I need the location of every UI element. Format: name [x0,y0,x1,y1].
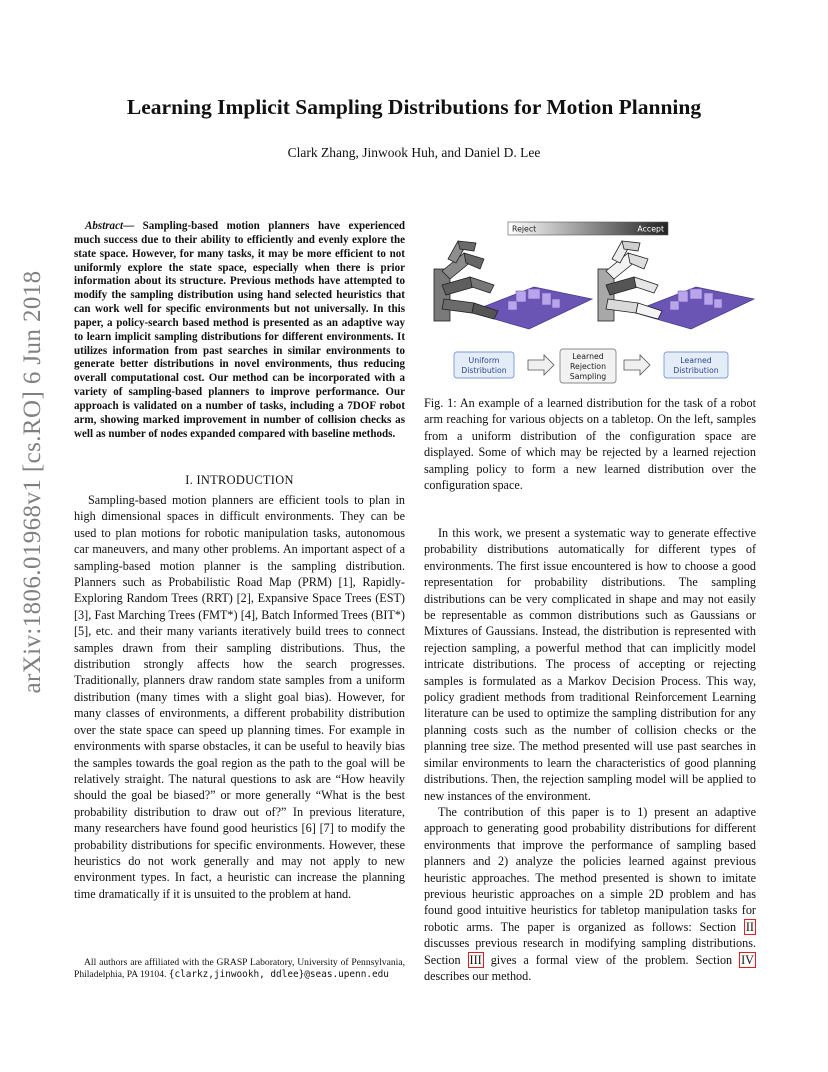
footnote-text: All authors are affiliated with the GRASP Laboratory, University of Pennsylvania, Philadelphia, PA 19104. [74,957,405,981]
abstract-paragraph [74,220,405,442]
footnote-emails: {clarkz,jinwookh, ddlee}@seas.upenn.edu [168,969,389,981]
introduction-paragraph: Sampling-based motion planners are efficient tools to plan in high dimensional spaces in difficult environments. They can be used to plan motions for robotic manipulation tasks, autonomous car maneuvers, and many other problems. An important aspect of a sampling-based motion planner is the sampling distribution. Planners such as Probabilistic Road Map (PRM) [1], Rapidly-Exploring Random Trees (RRT) [2], Expansive Space Trees (EST) [3], Fast Marching Trees (FMT*) [4], Batch Informed Trees (BIT*) [5], etc. and their many variants iteratively build trees to connect samples drawn from their sampling distributions. Thus, the distribution strongly affects how the search progresses. Traditionally, planners draw random state samples from a uniform distribution (many times with a slight goal bias). However, for many classes of environments, a different probability distribution over the state space can speed up planning times. For example in environments with sparse obstacles, it can be useful to heavily bias the samples towards the goal region as the path to the goal will be relatively straight. The natural questions to ask are “How heavily should the goal be biased?” or more generally “What is the best probability distribution to draw out of?” In previous literature, many researchers have found good heuristics [6] [7] to modify the probability distributions for specific environments. However, these heuristics do not work generally and may not apply to new environment types. In fact, a heuristic can increase the planning time dramatically if it is unsuited to the problem at hand. [74,493,405,901]
learned-box-line2: Distribution [673,366,719,375]
footnote-paragraph [74,957,405,982]
right-robot-arms [598,241,662,321]
arrow-right-icon [624,355,650,375]
right-column-body [424,525,756,984]
author-footnote [74,957,405,982]
contribution-text-a: The contribution of this paper is to 1) present an adaptive approach to generating good probability distributions for different environments that improve the performance of sampling based planners and 2) analyze the policies learned against previous heuristic approaches. The method presented is shown to imitate previous heuristic approaches on a simple 2D problem and has found good intuitive heuristics for tabletop manipulation tasks for robotic arms. The paper is organized as follows: Section [424,804,756,934]
section-heading-introduction: I. INTRODUCTION [185,473,294,487]
uniform-box-line1: Uniform [468,356,500,365]
section-ref-iii-link[interactable]: III [469,952,482,967]
arxiv-stamp-text: arXiv:1806.01968v1 [cs.RO] 6 Jun 2018 [19,270,46,694]
abstract-separator: — [123,220,143,232]
abstract-text: Sampling-based motion planners have experienced much success due to their ability to efficiently and evenly explore the state space. However, for many tasks, it may be more efficient to not uniformly explore the state space, especially when there is prior information about its structure. Previous methods have attempted to modify the sampling distribution using hand selected heuristics that can work well for specific environments but not universally. In this paper, a policy-search based method is presented as an adaptive way to learn implicit sampling distributions for different environments. It utilizes information from past searches in similar environments to generate better distributions in novel environments, thus reducing overall computational cost. Our method can be incorporated with a variety of sampling-based planners to improve performance. Our approach is validated on a number of tasks, including a 7DOF robot arm, showing marked improvement in number of collision checks as well as number of nodes expanded compared with baseline methods. [74,220,405,440]
learned-box-line1: Learned [680,356,712,365]
policy-box-line2: Rejection [569,362,607,371]
left-robot-arms [434,241,498,321]
contribution-text-d: describes our method. [424,968,532,983]
contribution-text-c: gives a formal view of the problem. Section [483,952,740,967]
bar-accept-label: Accept [637,224,664,234]
introduction-body [74,492,405,902]
arrow-right-icon [528,355,554,375]
figure-1-caption [424,395,756,493]
paper-title: Learning Implicit Sampling Distributions for Motion Planning [126,95,702,119]
policy-box-line3: Sampling [569,372,607,381]
right-paragraph-1: In this work, we present a systematic way to generate effective probability distributions automatically for different types of environments. The first issue encountered is how to choose a good representation for probability distributions. The sampling distributions can be very complicated in shape and may not easily be representable as common distributions such as Gaussians or Mixtures of Gaussians. Instead, the distribution is represented with rejection sampling, a powerful method that can implicitly model intricate distributions. The process of accepting or rejecting samples is formulated as a Markov Decision Process. This way, policy gradient methods from traditional Reinforcement Learning literature can be used to optimize the sampling distribution for any planning costs such as the number of collision checks or the planning tree size. The method presented will use past searches in similar environments to learn the characteristics of good planning distributions. Then, the rejection sampling model will be applied to new instances of the environment. [424,526,756,803]
caption-text: Fig. 1: An example of a learned distribution for the task of a robot arm reaching for various objects on a tabletop. On the left, samples from a uniform distribution of the configuration space are displayed. Some of which may be rejected by a learned rejection sampling policy to form a new learned distribution over the configuration space. [424,396,756,493]
paper-authors: Clark Zhang, Jinwook Huh, and Daniel D. Lee [287,145,541,160]
abstract-label: Abstract [85,220,124,232]
contribution-text-b: discusses previous research in modifying sampling distributions. Section [424,936,756,967]
figure-1-illustration [424,219,756,389]
arxiv-stamp [18,270,48,694]
abstract [74,220,405,442]
uniform-box-line2: Distribution [461,366,507,375]
right-paragraph-2 [424,804,756,984]
policy-box-line1: Learned [572,352,604,361]
section-ref-ii-link[interactable]: II [745,919,754,934]
section-ref-iv-link[interactable]: IV [741,952,754,967]
bar-reject-label: Reject [512,224,537,234]
figure-1 [424,219,756,389]
